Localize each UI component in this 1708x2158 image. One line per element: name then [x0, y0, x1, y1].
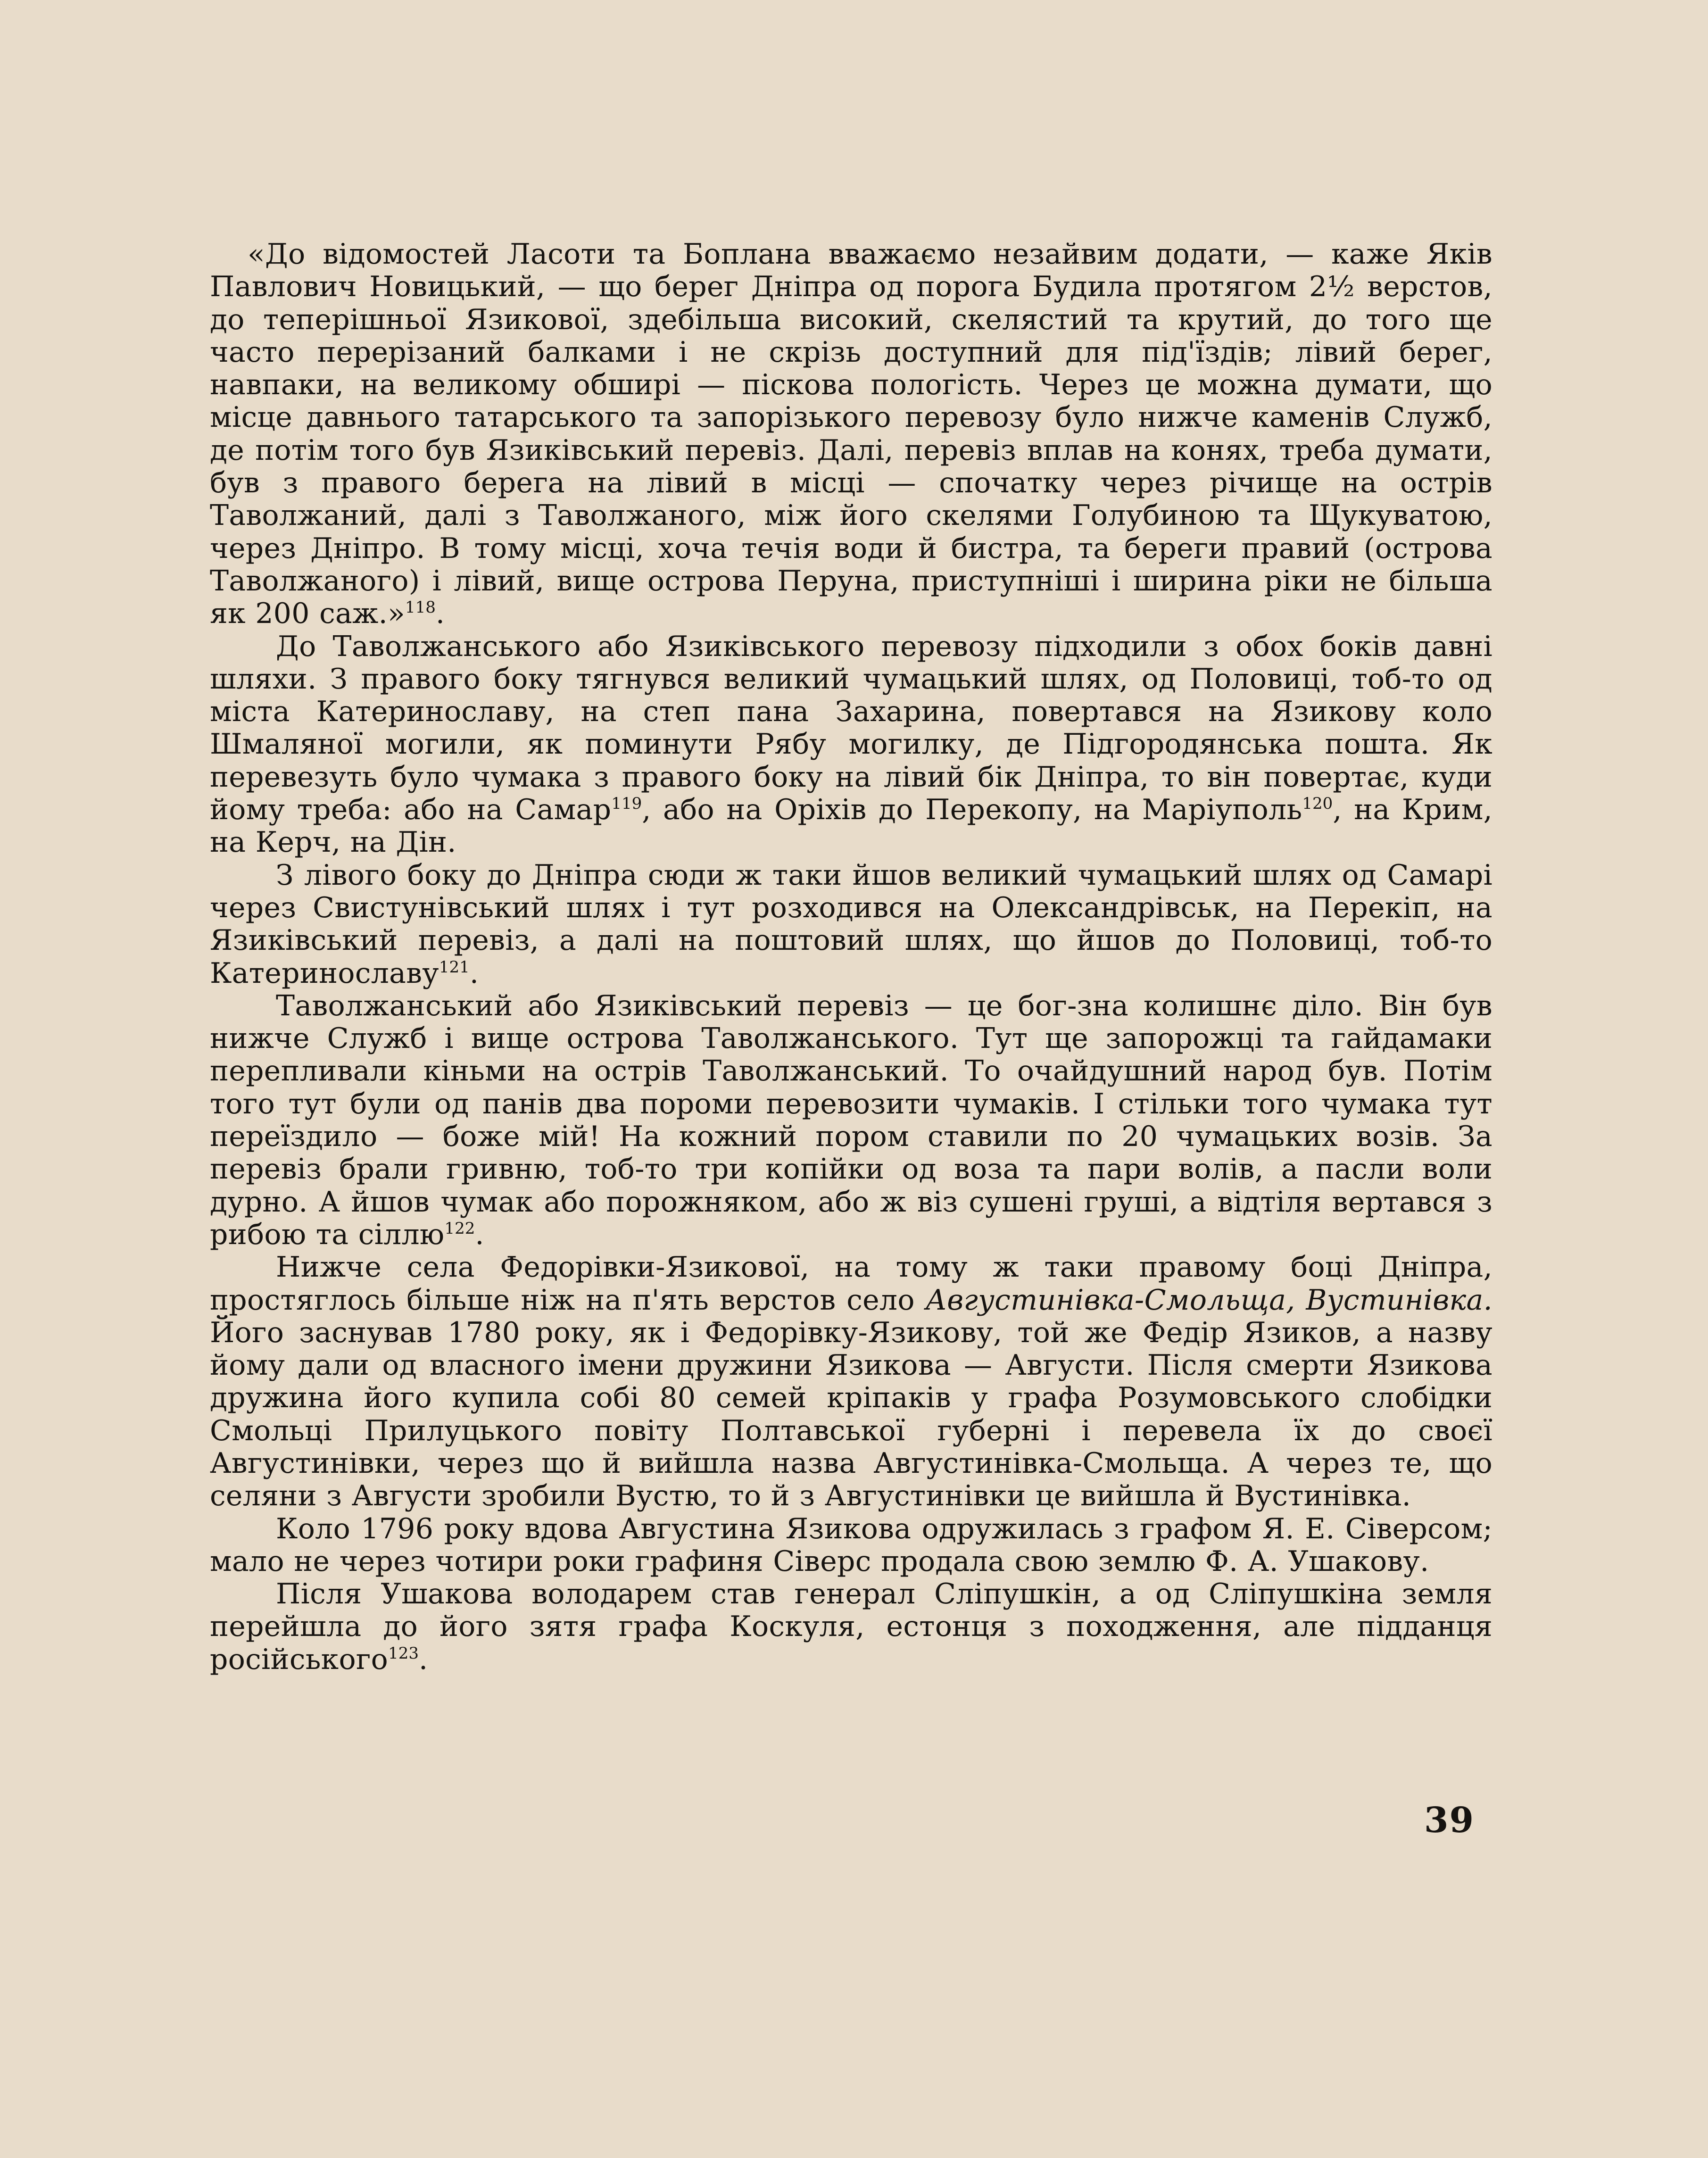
paragraph-text: .	[418, 1643, 428, 1676]
paragraph-text: .	[469, 956, 479, 990]
paragraph-text: До Таволжанського або Язиківського перевозу підходили з обох боків давні шляхи. З правого боку тягнувся великий чумацький шлях, од Половиці, тоб-то од міста Катеринославу, на степ пана Захарина, повертався на Язикову коло Шмаляної могили, як поминути Рябу могилку, де Підгородянська пошта. Як перевезуть було чумака з правого боку на лівий бік Дніпра, то він повертає, куди йому треба: або на Самар	[210, 630, 1492, 827]
paragraph	[210, 1251, 1492, 1512]
paragraph	[210, 238, 1492, 631]
paragraph-text: Коло 1796 року вдова Августина Язикова одружилась з графом Я. Е. Сіверсом; мало не через чотири роки графиня Сіверс продала свою землю Ф. А. Ушакову.	[210, 1512, 1492, 1578]
paragraph	[210, 1578, 1492, 1676]
paragraph	[210, 1513, 1492, 1578]
paragraph-text: Таволжанський або Язиківський перевіз — це бог-зна колишнє діло. Він був нижче Служб і вище острова Таволжанського. Тут ще запорожці та гайдамаки перепливали кіньми на острів Таволжанський. То очайдушний народ був. Потім того тут були од панів два пороми перевозити чумаків. І стільки того чумака тут переїздило — боже мій! На кожний пором ставили по 20 чумацьких возів. За перевіз брали гривню, тоб-то три копійки од воза та пари волів, а пасли воли дурно. А йшов чумак або порожняком, або ж віз сушені груші, а відтіля вертався з рибою та сіллю	[210, 989, 1492, 1251]
page-text	[210, 238, 1492, 1676]
footnote-reference: 120	[1302, 794, 1333, 813]
paragraph	[210, 990, 1492, 1251]
paragraph-text: .	[435, 597, 445, 631]
footnote-reference: 118	[405, 598, 436, 617]
paragraph-text: З лівого боку до Дніпра сюди ж таки йшов великий чумацький шлях од Самарі через Свистунівський шлях і тут розходився на Олександрівськ, на Перекіп, на Язиківський перевіз, а далі на поштовий шлях, що йшов до Половиці, тоб-то Катеринославу	[210, 858, 1492, 990]
paragraph-text: Його заснував 1780 року, як і Федорівку-Язикову, той же Федір Язиков, а назву йому дали од власного імени дружини Язикова — Августи. Після смерти Язикова дружина його купила собі 80 семей кріпаків у графа Розумовського слобідки Смольці Прилуцького повіту Полтавської губерні і перевела їх до своєї Августинівки, через що й вийшла назва Августинівка-Смольща. А через те, що селяни з Августи зробили Вустю, то й з Августинівки це вийшла й Вустинівка.	[210, 1316, 1492, 1513]
footnote-reference: 123	[388, 1643, 419, 1663]
footnote-reference: 119	[611, 794, 642, 813]
paragraph-text: Нижче села Федорівки-Язикової, на тому ж таки правому боці Дніпра, простяглось більше ніж на п'ять верстов село	[210, 1251, 1492, 1317]
paragraph-text: Після Ушакова володарем став генерал Сліпушкін, а од Сліпушкіна земля перейшла до його зятя графа Коскуля, естонця з походження, але підданця російського	[210, 1577, 1492, 1676]
footnote-reference: 122	[444, 1219, 475, 1238]
paragraph-text: , або на Оріхів до Перекопу, на Маріуполь	[642, 793, 1302, 827]
paragraph	[210, 631, 1492, 859]
paragraph-text: «До відомостей Ласоти та Боплана вважаємо незайвим додати, — каже Яків Павлович Новицький, — що берег Дніпра од порога Будила протягом 2½ верстов, до теперішньої Язикової, здебільша високий, скелястий та крутий, до того ще часто перерізаний балками і не скрізь доступний для під'їздів; лівий берег, навпаки, на великому обширі — піскова пологість. Через це можна думати, що місце давнього татарського та запорізького перевозу було нижче каменів Служб, де потім того був Язиківський перевіз. Далі, перевіз вплав на конях, треба думати, був з правого берега на лівий в місці — спочатку через річище на острів Таволжаний, далі з Таволжаного, між його скелями Голубиною та Щукуватою, через Дніпро. В тому місці, хоча течія води й бистра, та береги правий (острова Таволжаного) і лівий, вище острова Перуна, приступніші і ширина ріки не більша як 200 саж.»	[210, 238, 1492, 631]
page-number: 39	[1424, 1800, 1475, 1841]
paragraph-text: .	[475, 1218, 484, 1251]
paragraph	[210, 859, 1492, 990]
paragraph-text: , на Крим, на Керч, на Дін.	[210, 793, 1492, 859]
italic-place-name: Августинівка-Смольща, Вустинівка.	[925, 1283, 1492, 1317]
footnote-reference: 121	[439, 957, 470, 977]
